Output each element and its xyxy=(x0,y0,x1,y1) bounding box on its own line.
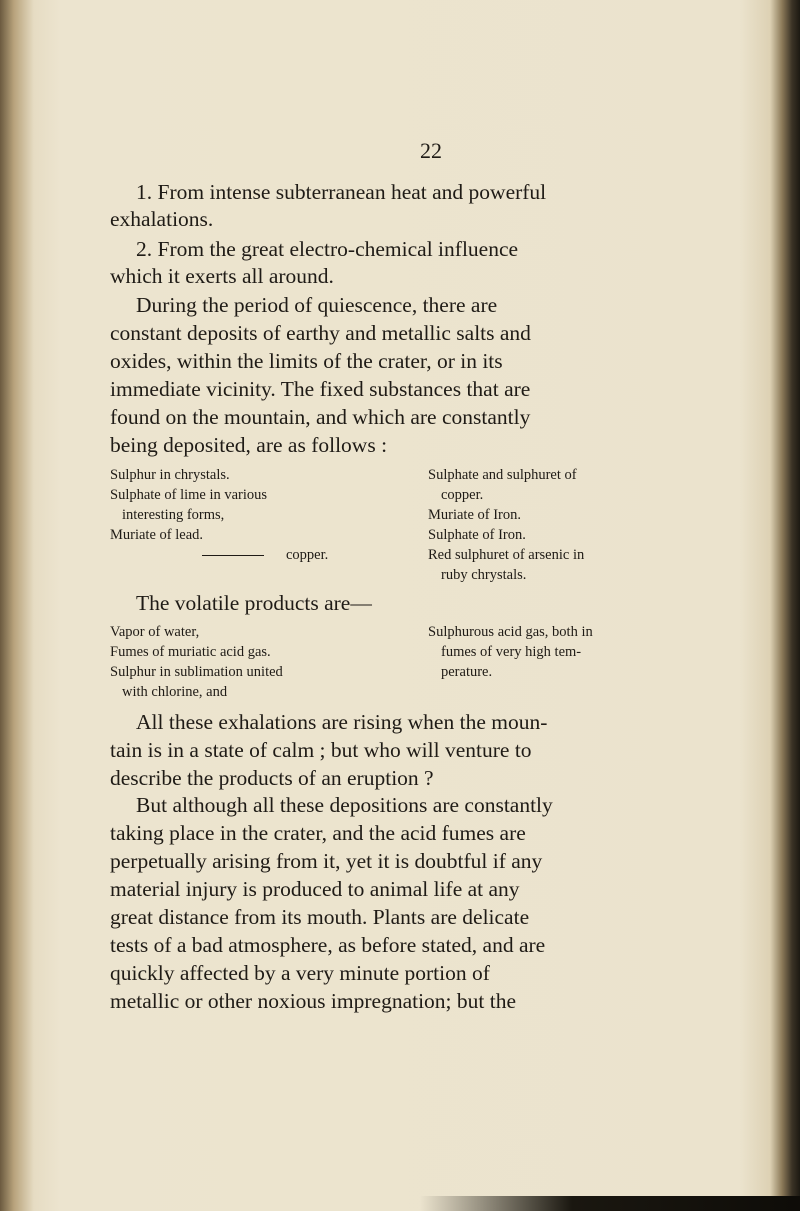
volatile-right-item: perature. xyxy=(441,664,493,680)
para2-line: tain is in a state of calm ; but who will venture to xyxy=(110,738,532,762)
item-2-continuation: which it exerts all around. xyxy=(110,264,334,288)
fixed-right-item: ruby chrystals. xyxy=(441,567,527,583)
fixed-left-item-ditto: copper. xyxy=(202,547,328,564)
para2-line: All these exhalations are rising when the moun- xyxy=(136,710,548,734)
fixed-left-item: Muriate of lead. xyxy=(110,527,204,543)
volatile-right-item: fumes of very high tem- xyxy=(441,644,582,660)
fixed-right-item: Muriate of Iron. xyxy=(428,507,522,523)
para3-line: tests of a bad atmosphere, as before stated, and are xyxy=(110,933,546,957)
item-2: 2. From the great electro-chemical influence xyxy=(136,237,519,261)
fixed-left-item: Sulphate of lime in various xyxy=(110,487,268,503)
volatile-left-item: Sulphur in sublimation united xyxy=(110,664,283,680)
volatile-left-item: with chlorine, and xyxy=(122,684,228,700)
fixed-right-item: Red sulphuret of arsenic in xyxy=(428,547,585,563)
fixed-right-item: copper. xyxy=(441,487,484,503)
para1-line: being deposited, are as follows : xyxy=(110,433,388,457)
para1-line: immediate vicinity. The fixed substances that are xyxy=(110,377,531,401)
fixed-right-item: Sulphate of Iron. xyxy=(428,527,526,543)
fixed-right-item: Sulphate and sulphuret of xyxy=(428,467,577,483)
item-1-continuation: exhalations. xyxy=(110,207,214,231)
item-1: 1. From intense subterranean heat and powerful xyxy=(136,180,547,204)
para1-line: constant deposits of earthy and metallic salts and xyxy=(110,321,531,345)
volatile-left-item: Vapor of water, xyxy=(110,624,200,640)
page-edge-shadow xyxy=(420,1196,800,1211)
volatile-intro: The volatile products are— xyxy=(136,591,372,615)
para3-line: metallic or other noxious impregnation; but the xyxy=(110,989,517,1013)
ditto-dash xyxy=(202,555,264,556)
para3-line: quickly affected by a very minute portion of xyxy=(110,961,490,985)
volatile-left-item: Fumes of muriatic acid gas. xyxy=(110,644,271,660)
para3-line: great distance from its mouth. Plants are delicate xyxy=(110,905,530,929)
para3-line: material injury is produced to animal life at any xyxy=(110,877,520,901)
para3-line: But although all these depositions are constantly xyxy=(136,793,553,817)
fixed-left-item: interesting forms, xyxy=(122,507,225,523)
para1-line: found on the mountain, and which are constantly xyxy=(110,405,531,429)
para1-line: During the period of quiescence, there are xyxy=(136,293,498,317)
volatile-right-item: Sulphurous acid gas, both in xyxy=(428,624,593,640)
para1-line: oxides, within the limits of the crater, or in its xyxy=(110,349,503,373)
para2-line: describe the products of an eruption ? xyxy=(110,766,434,790)
page-number: 22 xyxy=(420,138,442,163)
para3-line: perpetually arising from it, yet it is doubtful if any xyxy=(110,849,543,873)
para3-line: taking place in the crater, and the acid fumes are xyxy=(110,821,526,845)
fixed-left-item: Sulphur in chrystals. xyxy=(110,467,230,483)
